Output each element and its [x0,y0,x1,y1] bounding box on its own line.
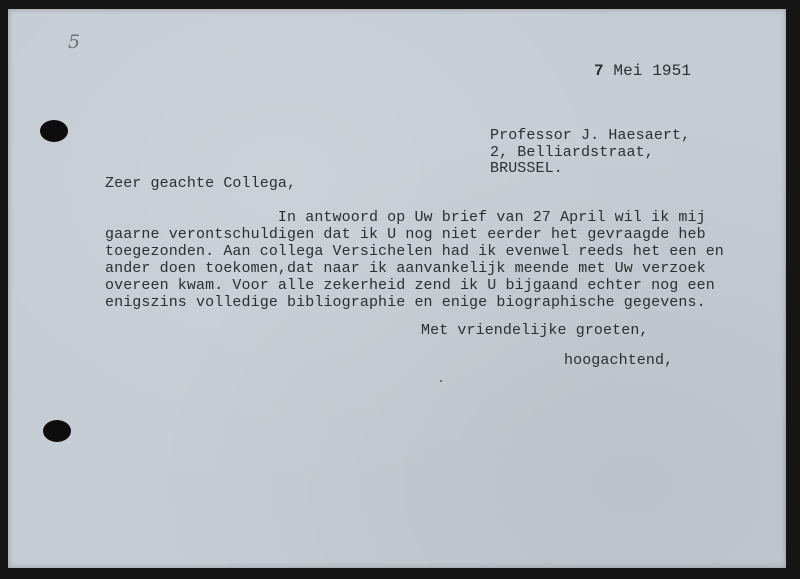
recipient-street: 2, Belliardstraat, [490,144,654,161]
letter-date [594,63,691,80]
letter-body: In antwoord op Uw brief van 27 April wil ik mij gaarne verontschuldigen dat ik U nog niet eerder het gevraagde heb toegezonden. Aan collega Versichelen had ik evenwel reeds het een en ander doen toekomen,dat naar ik aanvankelijk meende met Uw verzoek overeen kwam. Voor alle zekerheid zend ik U bijgaand echter nog een enigszins volledige bibliographie en enige biographische gegevens. [105,209,724,311]
closing-greeting: Met vriendelijke groeten, [421,322,649,339]
salutation: Zeer geachte Collega, [105,175,297,192]
punch-hole-bottom [43,420,71,442]
recipient-name: Professor J. Haesaert, [490,127,691,144]
paper-speck [440,380,442,382]
date-month-year: Mei 1951 [613,62,692,80]
punch-hole-top [40,120,68,142]
letter-sheet [8,9,786,568]
recipient-city: BRUSSEL. [490,160,563,177]
closing-respect: hoogachtend, [564,352,674,369]
date-day: 7 [594,62,604,80]
pencil-mark: 5 [68,31,81,53]
